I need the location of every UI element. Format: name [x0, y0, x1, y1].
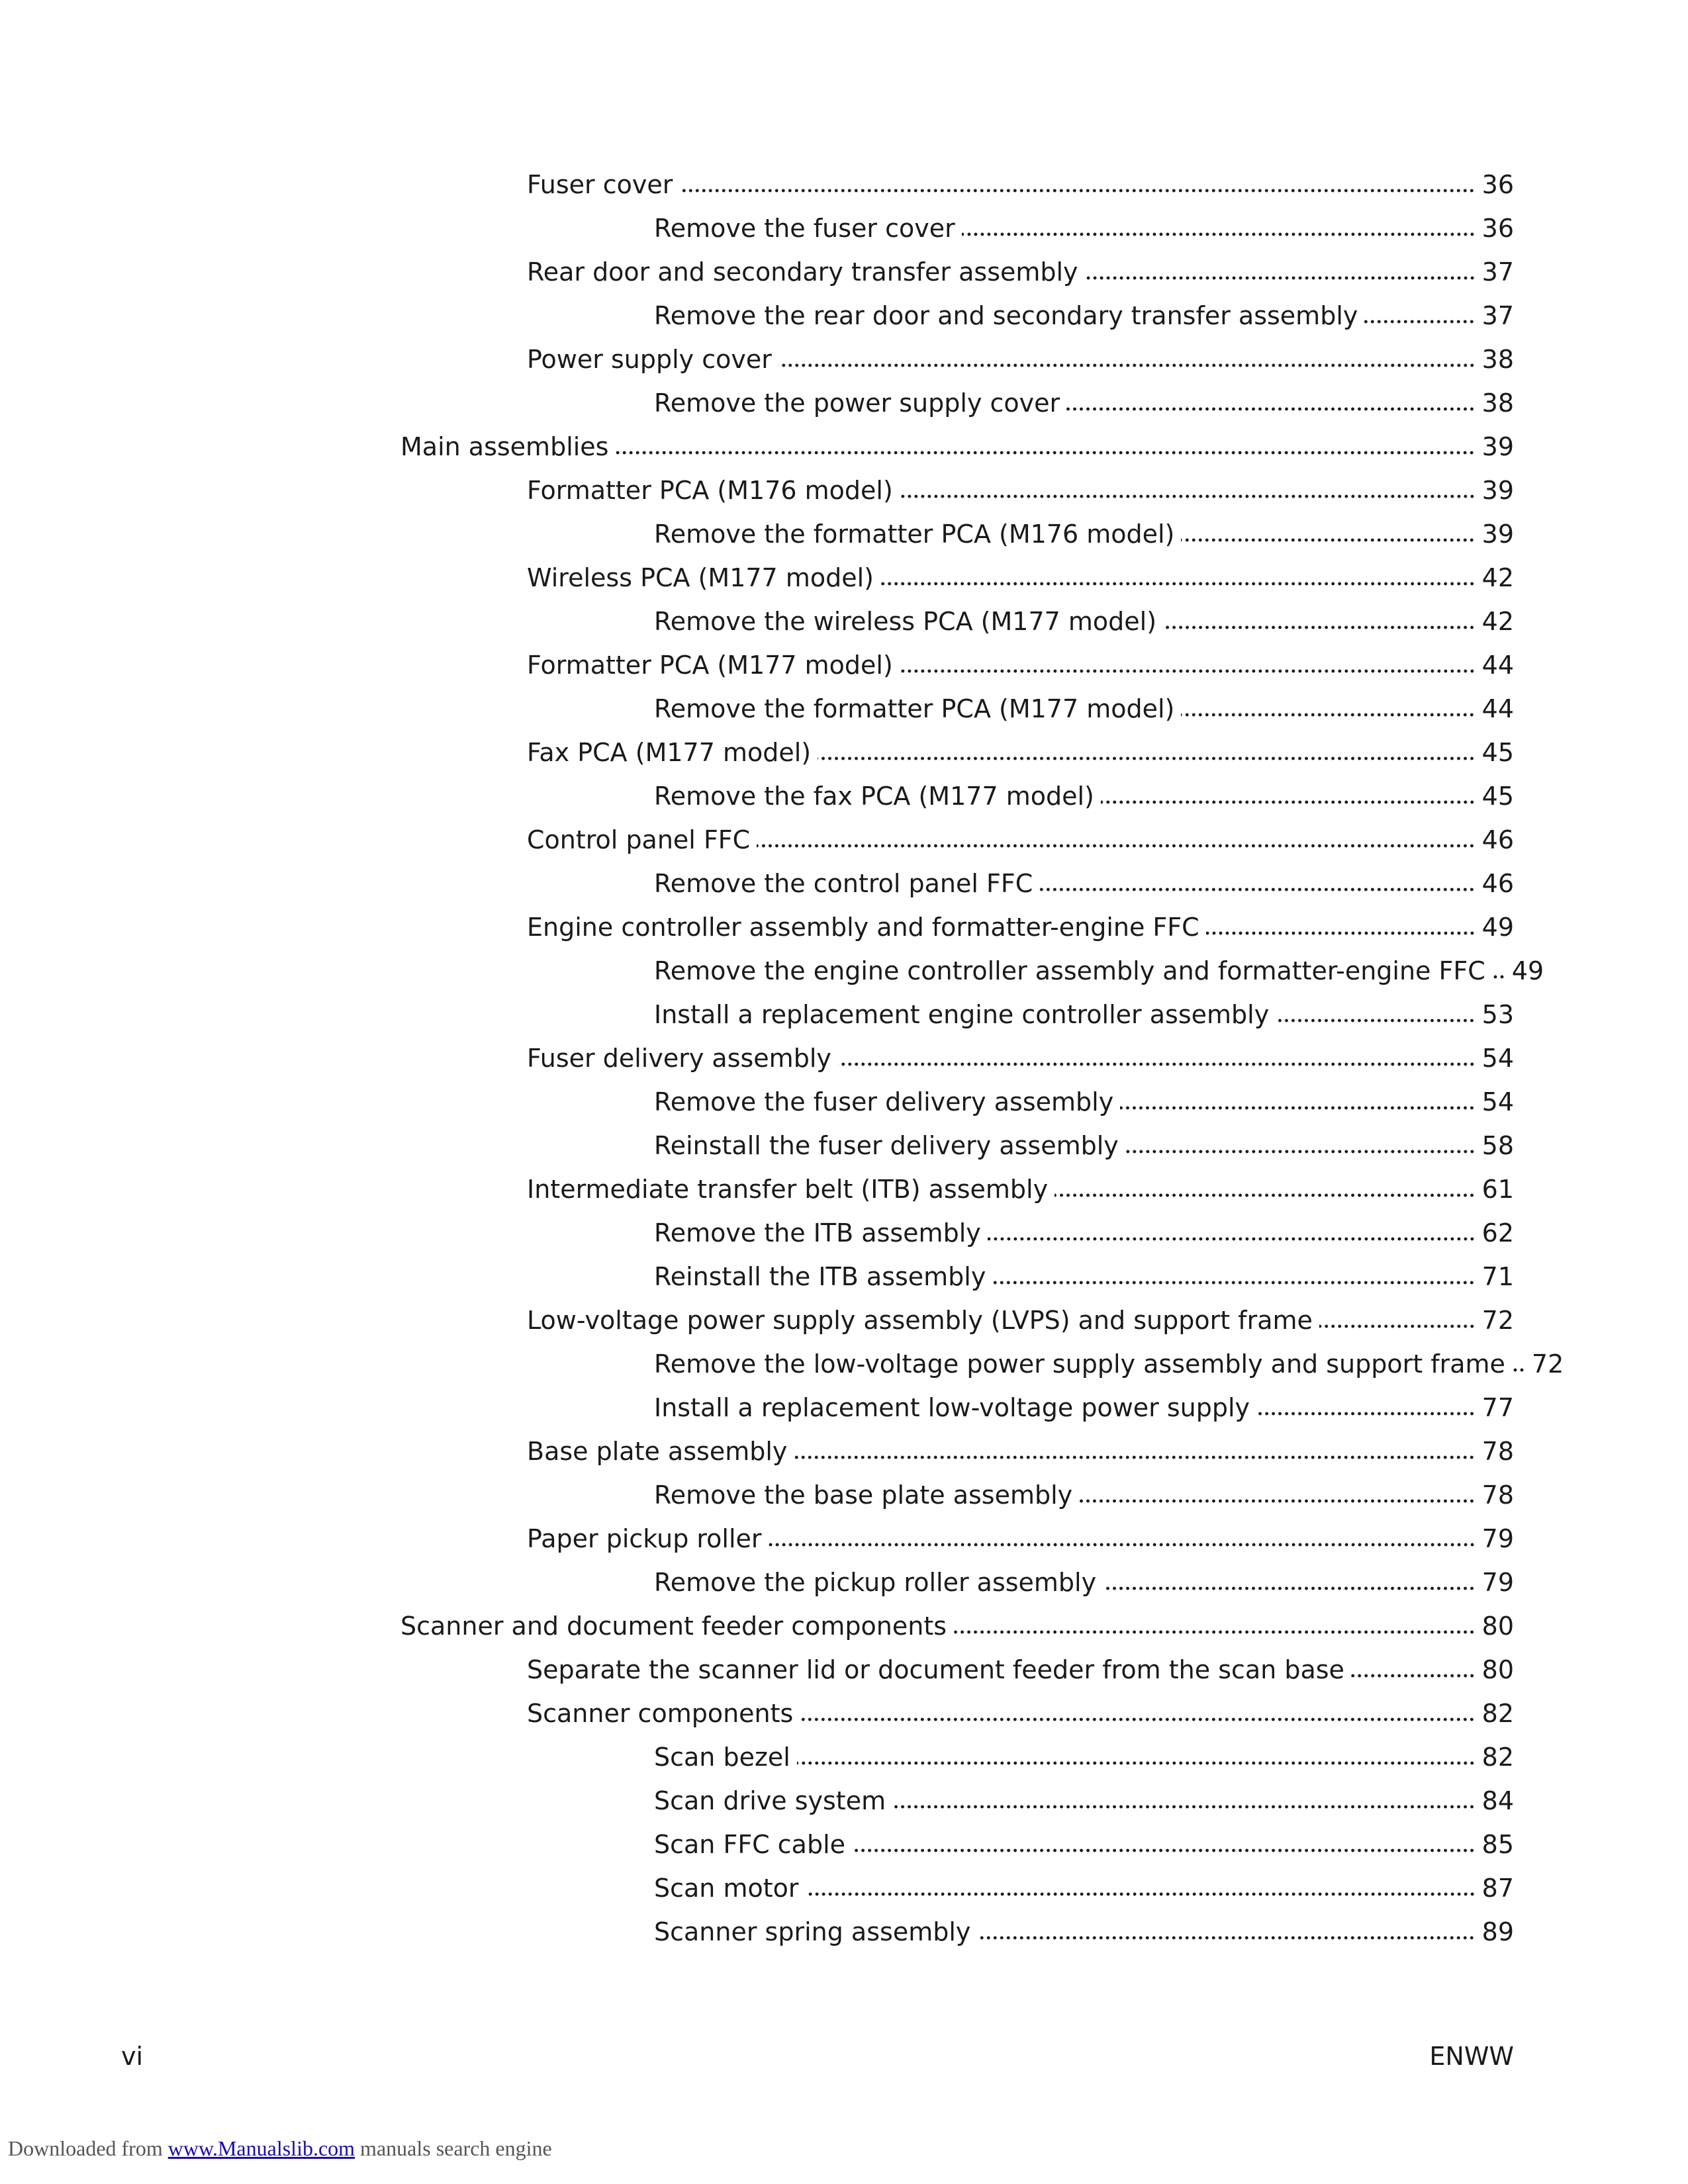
- toc-entry-page: 78: [1481, 1480, 1514, 1510]
- toc-entry-title: Remove the fuser delivery assembly: [654, 1087, 1114, 1116]
- toc-entry-page: 46: [1481, 869, 1514, 898]
- toc-entry-title: Intermediate transfer belt (ITB) assembly: [527, 1175, 1049, 1204]
- toc-dot-leader: [1039, 886, 1475, 893]
- toc-dot-leader: [1181, 711, 1475, 718]
- toc-entry[interactable]: [654, 1866, 1514, 1910]
- toc-entry-title: Remove the fuser cover: [654, 214, 955, 243]
- toc-entry-page: 87: [1481, 1874, 1514, 1903]
- toc-entry[interactable]: [527, 905, 1514, 949]
- toc-entry-title: Reinstall the fuser delivery assembly: [654, 1131, 1119, 1160]
- toc-dot-leader: [679, 187, 1475, 194]
- toc-entry-title: Fax PCA (M177 model): [527, 738, 812, 767]
- toc-entry-title: Remove the formatter PCA (M176 model): [654, 520, 1175, 549]
- toc-entry-title: Low-voltage power supply assembly (LVPS) and support frame: [527, 1306, 1313, 1335]
- toc-entry-title: Scanner and document feeder components: [400, 1612, 947, 1641]
- toc-entry-title: Remove the low-voltage power supply assembly and support frame: [654, 1349, 1505, 1379]
- toc-entry-page: 39: [1481, 520, 1514, 549]
- toc-entry-page: 85: [1481, 1830, 1514, 1859]
- toc-entry-title: Remove the control panel FFC: [654, 869, 1033, 898]
- toc-dot-leader: [1163, 624, 1476, 631]
- toc-entry-page: 89: [1481, 1917, 1514, 1946]
- toc-entry-page: 49: [1481, 913, 1514, 942]
- toc-entry-title: Remove the pickup roller assembly: [654, 1568, 1097, 1597]
- toc-dot-leader: [1055, 1192, 1476, 1199]
- toc-entry[interactable]: [400, 1604, 1514, 1648]
- toc-entry[interactable]: [400, 425, 1514, 469]
- toc-dot-leader: [818, 755, 1476, 762]
- toc-entry[interactable]: [654, 1561, 1514, 1604]
- toc-dot-leader: [1319, 1323, 1476, 1330]
- toc-entry[interactable]: [654, 381, 1514, 425]
- toc-entry-page: 36: [1481, 170, 1514, 199]
- toc-entry[interactable]: [654, 1080, 1514, 1124]
- toc-dot-leader: [962, 231, 1476, 238]
- toc-entry[interactable]: [654, 206, 1514, 250]
- toc-entry-page: 36: [1481, 214, 1514, 243]
- toc-entry[interactable]: [527, 1648, 1514, 1692]
- toc-entry-title: Reinstall the ITB assembly: [654, 1262, 986, 1291]
- toc-entry-page: 72: [1531, 1349, 1564, 1379]
- toc-dot-leader: [852, 1847, 1476, 1854]
- toc-entry[interactable]: [654, 1386, 1514, 1430]
- toc-dot-leader: [988, 1236, 1476, 1242]
- toc-entry[interactable]: [527, 1167, 1514, 1211]
- toc-entry[interactable]: [527, 643, 1514, 687]
- toc-dot-leader: [778, 362, 1476, 369]
- toc-entry-title: Remove the power supply cover: [654, 388, 1060, 418]
- download-notice-suffix: manuals search engine: [360, 2136, 552, 2160]
- toc-entry-page: 49: [1511, 956, 1544, 985]
- toc-dot-leader: [1206, 930, 1476, 936]
- toc-dot-leader: [806, 1891, 1476, 1897]
- toc-entry-page: 80: [1481, 1612, 1514, 1641]
- toc-dot-leader: [880, 580, 1476, 587]
- toc-entry-title: Remove the ITB assembly: [654, 1218, 981, 1248]
- toc-dot-leader: [900, 668, 1476, 674]
- toc-entry[interactable]: [654, 1735, 1514, 1779]
- toc-entry-title: Control panel FFC: [527, 825, 751, 854]
- toc-entry-page: 82: [1481, 1699, 1514, 1728]
- toc-dot-leader: [1351, 1672, 1476, 1679]
- toc-entry[interactable]: [654, 512, 1514, 556]
- toc-entry-title: Remove the formatter PCA (M177 model): [654, 694, 1175, 723]
- toc-entry-title: Remove the engine controller assembly and formatter-engine FFC: [654, 956, 1485, 985]
- toc-dot-leader: [800, 1716, 1475, 1723]
- toc-entry-page: 37: [1481, 301, 1514, 330]
- toc-entry-page: 71: [1481, 1262, 1514, 1291]
- toc-entry-title: Power supply cover: [527, 345, 772, 374]
- download-notice-prefix: Downloaded from: [8, 2136, 163, 2160]
- toc-entry-page: 42: [1481, 563, 1514, 592]
- toc-entry-title: Install a replacement low-voltage power supply: [654, 1393, 1250, 1422]
- toc-entry[interactable]: [654, 1211, 1514, 1255]
- toc-entry-title: Base plate assembly: [527, 1437, 788, 1466]
- toc-entry-page: 61: [1481, 1175, 1514, 1204]
- footer-page-number: vi: [121, 2042, 144, 2071]
- toc-entry-page: 78: [1481, 1437, 1514, 1466]
- toc-entry[interactable]: [654, 1779, 1514, 1823]
- toc-entry[interactable]: [527, 1298, 1514, 1342]
- toc-entry-page: 77: [1481, 1393, 1514, 1422]
- toc-dot-leader: [1066, 406, 1476, 412]
- toc-entry[interactable]: [527, 1036, 1514, 1080]
- toc-entry[interactable]: [654, 1342, 1564, 1386]
- toc-entry[interactable]: [654, 862, 1514, 905]
- toc-entry-page: 45: [1481, 782, 1514, 811]
- toc-entry-title: Scan drive system: [654, 1786, 886, 1815]
- toc-entry-page: 80: [1481, 1655, 1514, 1684]
- download-notice: [8, 2136, 552, 2161]
- toc-entry-title: Remove the base plate assembly: [654, 1480, 1073, 1510]
- toc-entry[interactable]: [654, 993, 1514, 1036]
- toc-entry[interactable]: [527, 731, 1514, 774]
- toc-entry[interactable]: [654, 600, 1514, 643]
- toc-entry-title: Fuser cover: [527, 170, 673, 199]
- toc-entry-page: 58: [1481, 1131, 1514, 1160]
- toc-entry-title: Rear door and secondary transfer assembly: [527, 257, 1078, 287]
- toc-entry-page: 38: [1481, 345, 1514, 374]
- toc-entry-page: 42: [1481, 607, 1514, 636]
- toc-entry[interactable]: [527, 1430, 1514, 1473]
- toc-entry[interactable]: [654, 1473, 1514, 1517]
- toc-dot-leader: [892, 1803, 1476, 1810]
- toc-dot-leader: [757, 842, 1475, 849]
- toc-entry-page: 39: [1481, 476, 1514, 505]
- manualslib-link[interactable]: www.Manualslib.com: [167, 2136, 355, 2160]
- toc-entry[interactable]: [654, 687, 1514, 731]
- toc-entry[interactable]: [654, 1124, 1514, 1167]
- toc-dot-leader: [1101, 799, 1476, 805]
- toc-entry-title: Remove the rear door and secondary transfer assembly: [654, 301, 1358, 330]
- toc-entry-title: Remove the wireless PCA (M177 model): [654, 607, 1157, 636]
- toc-dot-leader: [1492, 974, 1505, 980]
- toc-entry-page: 82: [1481, 1743, 1514, 1772]
- toc-dot-leader: [838, 1061, 1476, 1068]
- toc-entry-title: Separate the scanner lid or document feeder from the scan base: [527, 1655, 1344, 1684]
- toc-entry-page: 53: [1481, 1000, 1514, 1029]
- toc-dot-leader: [1181, 537, 1475, 543]
- toc-entry[interactable]: [527, 1692, 1514, 1735]
- toc-dot-leader: [1512, 1367, 1525, 1373]
- toc-dot-leader: [615, 449, 1475, 456]
- toc-entry-title: Formatter PCA (M176 model): [527, 476, 893, 505]
- toc-entry-title: Scan FFC cable: [654, 1830, 846, 1859]
- toc-dot-leader: [953, 1629, 1476, 1635]
- toc-dot-leader: [977, 1934, 1475, 1941]
- toc-dot-leader: [1276, 1017, 1475, 1024]
- toc-dot-leader: [1125, 1148, 1476, 1155]
- toc-entry-page: 54: [1481, 1044, 1514, 1073]
- toc-entry-page: 54: [1481, 1087, 1514, 1116]
- toc-entry-title: Paper pickup roller: [527, 1524, 762, 1553]
- toc-entry[interactable]: [527, 818, 1514, 862]
- toc-entry[interactable]: [654, 294, 1514, 338]
- toc-entry[interactable]: [654, 1910, 1514, 1954]
- toc-entry-page: 38: [1481, 388, 1514, 418]
- toc-entry-title: Main assemblies: [400, 432, 609, 461]
- toc-dot-leader: [1079, 1498, 1475, 1504]
- toc-entry[interactable]: [654, 1823, 1514, 1866]
- toc-entry-title: Remove the fax PCA (M177 model): [654, 782, 1094, 811]
- toc-dot-leader: [900, 493, 1476, 500]
- toc-dot-leader: [769, 1541, 1476, 1548]
- footer-doc-code: ENWW: [1429, 2042, 1514, 2071]
- toc-entry-page: 45: [1481, 738, 1514, 767]
- toc-dot-leader: [1120, 1105, 1475, 1111]
- toc-entry-title: Fuser delivery assembly: [527, 1044, 831, 1073]
- toc-entry[interactable]: [654, 949, 1544, 993]
- toc-entry-page: 44: [1481, 694, 1514, 723]
- toc-entry-page: 62: [1481, 1218, 1514, 1248]
- toc-dot-leader: [1103, 1585, 1476, 1592]
- toc-entry-title: Formatter PCA (M177 model): [527, 651, 893, 680]
- toc-entry-page: 46: [1481, 825, 1514, 854]
- toc-entry-page: 37: [1481, 257, 1514, 287]
- toc-entry-page: 79: [1481, 1524, 1514, 1553]
- toc-entry-title: Scanner spring assembly: [654, 1917, 971, 1946]
- toc-entry-title: Wireless PCA (M177 model): [527, 563, 874, 592]
- toc-entry-page: 79: [1481, 1568, 1514, 1597]
- toc-entry[interactable]: [527, 163, 1514, 206]
- toc-entry-page: 39: [1481, 432, 1514, 461]
- toc-entry[interactable]: [527, 250, 1514, 294]
- toc-entry-title: Scanner components: [527, 1699, 794, 1728]
- toc-entry-title: Engine controller assembly and formatter-engine FFC: [527, 913, 1199, 942]
- toc-entry[interactable]: [527, 338, 1514, 381]
- toc-entry[interactable]: [527, 1517, 1514, 1561]
- toc-entry-title: Install a replacement engine controller assembly: [654, 1000, 1270, 1029]
- toc-entry-page: 84: [1481, 1786, 1514, 1815]
- toc-entry-page: 72: [1481, 1306, 1514, 1335]
- toc-entry[interactable]: [654, 1255, 1514, 1298]
- toc-dot-leader: [794, 1454, 1475, 1461]
- toc-dot-leader: [1256, 1410, 1476, 1417]
- toc-entry[interactable]: [527, 556, 1514, 600]
- toc-dot-leader: [797, 1760, 1476, 1766]
- toc-dot-leader: [1085, 275, 1476, 281]
- toc-entry-title: Scan motor: [654, 1874, 799, 1903]
- toc-dot-leader: [992, 1279, 1475, 1286]
- toc-entry-page: 44: [1481, 651, 1514, 680]
- toc-entry[interactable]: [654, 774, 1514, 818]
- toc-entry[interactable]: [527, 469, 1514, 512]
- toc-entry-title: Scan bezel: [654, 1743, 790, 1772]
- toc-dot-leader: [1364, 318, 1475, 325]
